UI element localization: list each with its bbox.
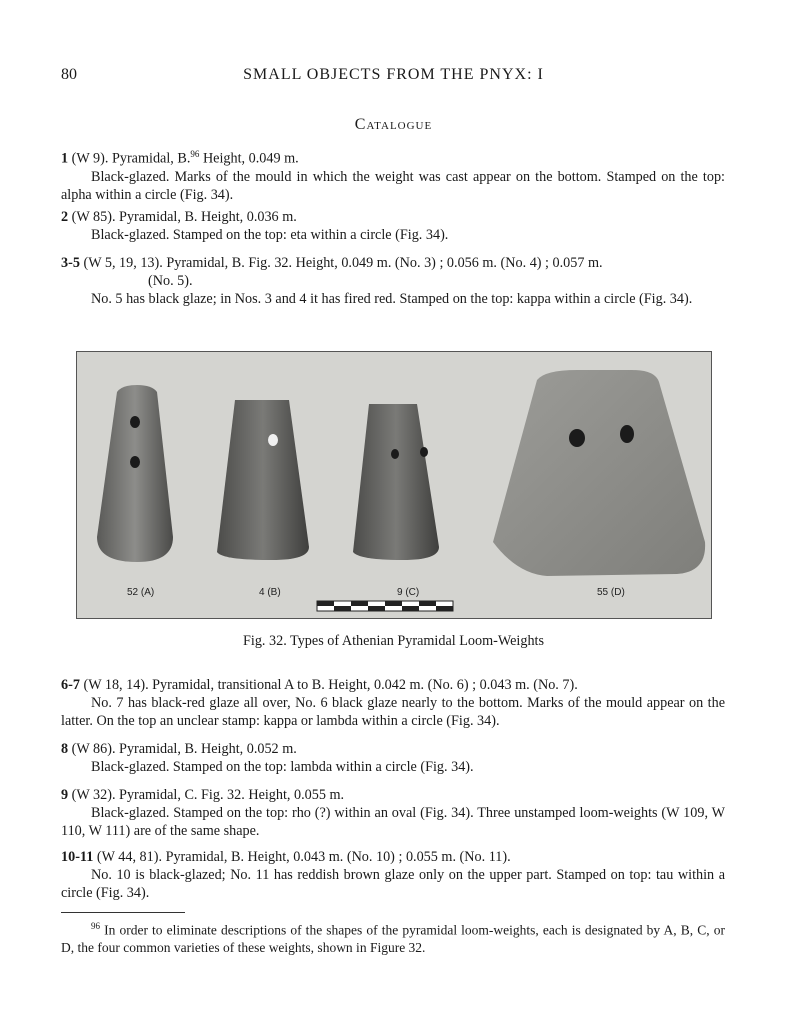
weight-label-c: 9 (C) <box>397 587 420 598</box>
entry-number: 3-5 <box>61 255 80 271</box>
entry-head-text-after: Height, 0.049 m. <box>199 150 299 167</box>
entry-body: Black-glazed. Stamped on the top: rho (?) within an oval (Fig. 34). Three unstamped loom-weights (W 109, W 110, W 111) are of the same shape. <box>61 805 725 839</box>
loom-weights-photograph <box>76 351 712 619</box>
loom-weight-d <box>493 370 705 576</box>
entry-head-text: (W 18, 14). Pyramidal, transitional A to B. Height, 0.042 m. (No. 6) ; 0.043 m. (No. 7). <box>79 677 578 693</box>
entry-head <box>61 254 725 272</box>
entry-body: Black-glazed. Marks of the mould in which the weight was cast appear on the bottom. Stamped on the top: alpha within a circle (Fig. 34). <box>61 168 725 203</box>
catalogue-entry-3-5 <box>61 254 725 308</box>
weight-label-b: 4 (B) <box>259 587 281 598</box>
entry-head-continuation: (No. 5). <box>148 273 193 289</box>
weight-label-a: 52 (A) <box>127 587 155 598</box>
entry-head <box>61 676 725 694</box>
entry-head <box>61 786 725 804</box>
entry-head <box>61 848 725 866</box>
entry-head-text: (W 5, 19, 13). Pyramidal, B. Fig. 32. Height, 0.049 m. (No. 3) ; 0.056 m. (No. 4) ; 0.057 m. <box>79 255 603 271</box>
catalogue-entry-9 <box>61 786 725 840</box>
entry-body: No. 7 has black-red glaze all over, No. 6 black glaze nearly to the bottom. Marks of the mould appear on the latter. On the top an unclear stamp: kappa or lambda within a circle (Fig. 34). <box>61 695 725 729</box>
loom-weight-a-hole <box>130 416 140 428</box>
entry-head-text: (W 85). Pyramidal, B. Height, 0.036 m. <box>68 209 297 225</box>
entry-head-text: (W 86). Pyramidal, B. Height, 0.052 m. <box>68 741 297 757</box>
catalogue-entry-8 <box>61 740 725 776</box>
loom-weight-d-hole <box>569 429 585 447</box>
page-number: 80 <box>61 66 77 83</box>
catalogue-entry-2 <box>61 208 725 244</box>
section-heading: Catalogue <box>354 116 433 133</box>
running-title: SMALL OBJECTS FROM THE PNYX: I <box>243 66 544 83</box>
entry-body: Black-glazed. Stamped on the top: eta within a circle (Fig. 34). <box>91 227 449 243</box>
catalogue-entry-6-7 <box>61 676 725 730</box>
footnote-text: In order to eliminate descriptions of the shapes of the pyramidal loom-weights, each is designated by A, B, C, or D, the four common varieties of these weights, shown in Figure 32. <box>61 922 725 955</box>
scale-bar <box>317 601 453 611</box>
entry-number: 2 <box>61 209 69 225</box>
loom-weight-b-hole <box>268 434 278 446</box>
footnote-ref: 96 <box>190 149 200 159</box>
footnote-rule <box>61 912 185 913</box>
footnote-mark: 96 <box>91 921 100 931</box>
loom-weight-c <box>353 404 439 560</box>
entry-number: 10-11 <box>61 849 94 865</box>
entry-number: 6-7 <box>61 677 80 693</box>
entry-number: 9 <box>61 787 69 803</box>
entry-head-text: (W 9). Pyramidal, B. <box>68 150 191 167</box>
entry-head <box>61 740 725 758</box>
loom-weight-d-hole <box>620 425 634 443</box>
entry-head <box>61 208 725 226</box>
entry-head-text: (W 44, 81). Pyramidal, B. Height, 0.043 m. (No. 10) ; 0.055 m. (No. 11). <box>93 849 511 865</box>
catalogue-entry-10-11 <box>61 848 725 902</box>
entry-head-text: (W 32). Pyramidal, C. Fig. 32. Height, 0.055 m. <box>68 787 345 803</box>
loom-weight-c-hole <box>391 449 399 459</box>
weight-label-d: 55 (D) <box>597 587 625 598</box>
loom-weight-a-hole <box>130 456 140 468</box>
entry-body: No. 5 has black glaze; in Nos. 3 and 4 it has fired red. Stamped on the top: kappa within a circle (Fig. 34). <box>91 291 693 307</box>
entry-number: 1 <box>61 150 69 167</box>
entry-body: No. 10 is black-glazed; No. 11 has reddish brown glaze only on the upper part. Stamped on top: tau within a circle (Fig. 34). <box>61 867 725 901</box>
entry-head <box>61 145 725 168</box>
catalogue-entry-1 <box>61 145 725 204</box>
footnote <box>61 918 725 956</box>
loom-weights-illustration <box>77 352 711 618</box>
loom-weight-c-hole <box>420 447 428 457</box>
loom-weight-b <box>217 400 309 560</box>
entry-body: Black-glazed. Stamped on the top: lambda within a circle (Fig. 34). <box>91 759 474 775</box>
loom-weight-a <box>97 385 173 562</box>
entry-number: 8 <box>61 741 69 757</box>
figure-caption: Fig. 32. Types of Athenian Pyramidal Loom-Weights <box>242 633 545 649</box>
